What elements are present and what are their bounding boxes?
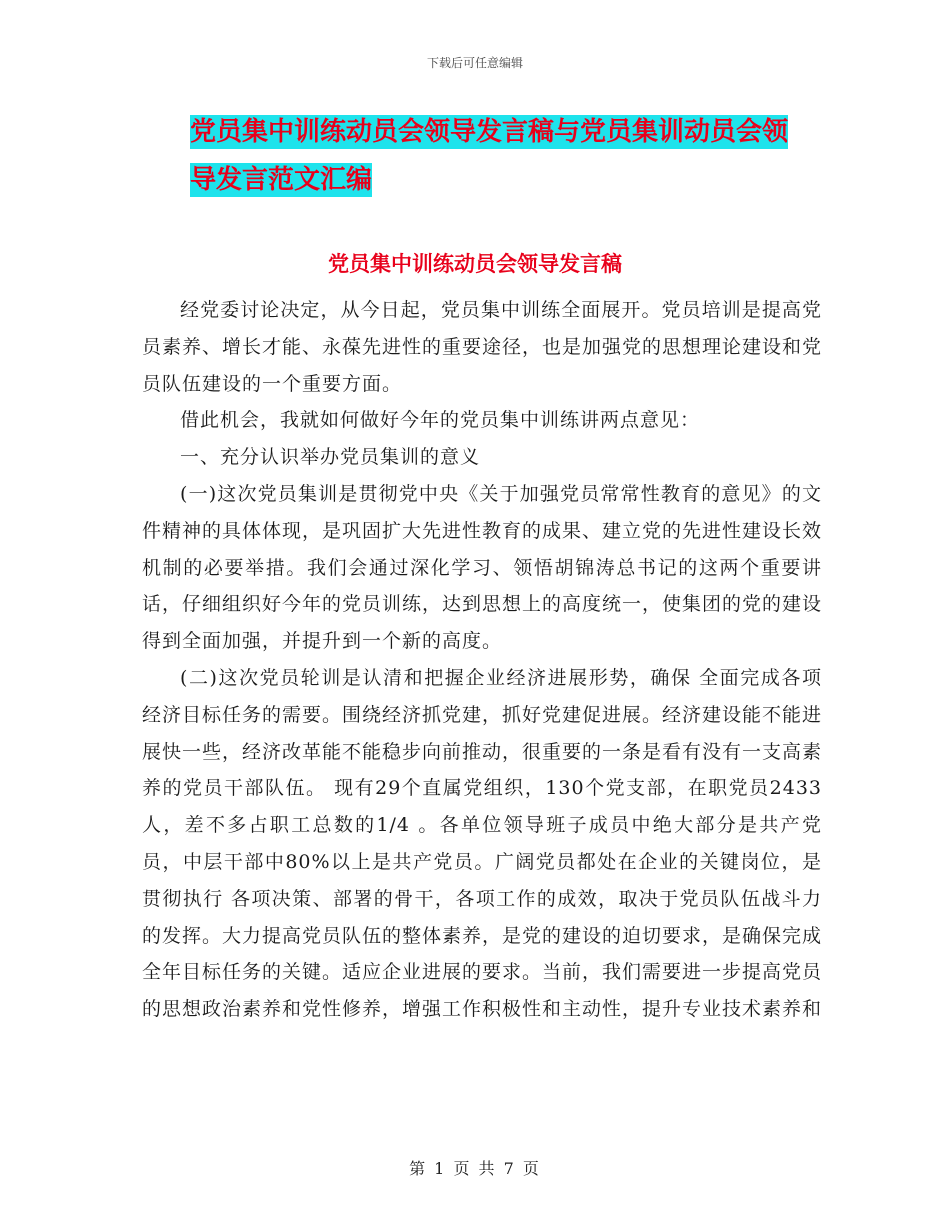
section-title: 党员集中训练动员会领导发言稿 xyxy=(328,252,622,276)
document-title xyxy=(190,108,810,204)
page-number-footer: 第 1 页 共 7 页 xyxy=(409,1159,541,1178)
document-title-line-1: 党员集中训练动员会领导发言稿与党员集训动员会领 xyxy=(190,117,789,147)
paragraph: (二)这次党员轮训是认清和把握企业经济进展形势，确保 全面完成各项经济目标任务的需要。围绕经济抓党建，抓好党建促进展。经济建设能不能进展快一些，经济改革能不能稳步向前推动，很重要的一条是看有没有一支高素养的党员干部队伍。 现有29个直属党组织，130个党支部，在职党员2433人，差不多占职工总数的1/4 。各单位领导班子成员中绝大部分是共产党员，中层干部中80%以上是共产党员。广阔党员都处在企业的关键岗位，是贯彻执行 各项决策、部署的骨干，各项工作的成效，取决于党员队伍战斗力的发挥。大力提高党员队伍的整体素养，是党的建设的迫切要求，是确保完成全年目标任务的关键。适应企业进展的要求。当前，我们需要进一步提高党员的思想政治素养和党性修养，增强工作积极性和主动性，提升专业技术素养和 xyxy=(142,666,823,1021)
document-title-line-2: 导发言范文汇编 xyxy=(190,165,373,195)
document-body xyxy=(142,292,822,1028)
page-header-note: 下载后可任意编辑 xyxy=(426,56,523,70)
paragraph: 经党委讨论决定，从今日起，党员集中训练全面展开。党员培训是提高党员素养、增长才能、永葆先进性的重要途径，也是加强党的思想理论建设和党员队伍建设的一个重要方面。 xyxy=(142,299,823,395)
paragraph: 一、充分认识举办党员集训的意义 xyxy=(180,446,481,469)
paragraph: (一)这次党员集训是贯彻党中央《关于加强党员常常性教育的意见》的文件精神的具体体现，是巩固扩大先进性教育的成果、建立党的先进性建设长效机制的必要举措。我们会通过深化学习、领悟胡锦涛总书记的这两个重要讲话，仔细组织好今年的党员训练，达到思想上的高度统一，使集团的党的建设得到全面加强，并提升到一个新的高度。 xyxy=(142,482,823,653)
paragraph: 借此机会，我就如何做好今年的党员集中训练讲两点意见： xyxy=(180,409,701,432)
